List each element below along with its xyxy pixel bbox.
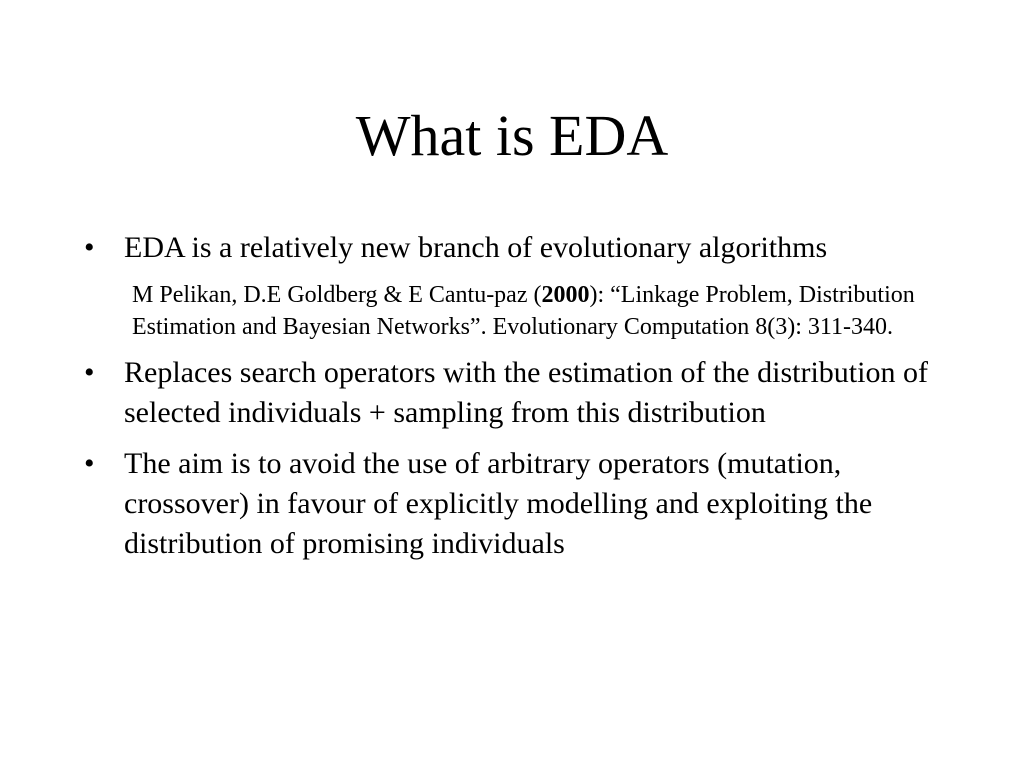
bullet-item [84,228,954,268]
reference-authors: M Pelikan, D.E Goldberg & E Cantu-paz ( [132,282,542,308]
bullet-icon: • [84,356,95,389]
reference-year: 2000 [541,282,590,308]
bullet-item [84,353,954,433]
bullet-list [84,228,954,575]
bullet-text: EDA is a relatively new branch of evolutionary algorithms [124,231,828,264]
bullet-icon: • [84,231,95,264]
bullet-item [84,444,954,564]
bullet-text: The aim is to avoid the use of arbitrary operators (mutation, crossover) in favour of explicitly modelling and exploiting the distribution of promising individuals [124,447,873,560]
bullet-text: Replaces search operators with the estimation of the distribution of selected individuals + sampling from this distribution [124,356,928,429]
slide-title: What is EDA [355,103,669,168]
bullet-icon: • [84,447,95,480]
reference-details: ): “Linkage Problem, Distribution Estimation and Bayesian Networks”. Evolutionary Computation 8(3): 311-340. [132,282,915,340]
reference-citation [84,279,954,343]
